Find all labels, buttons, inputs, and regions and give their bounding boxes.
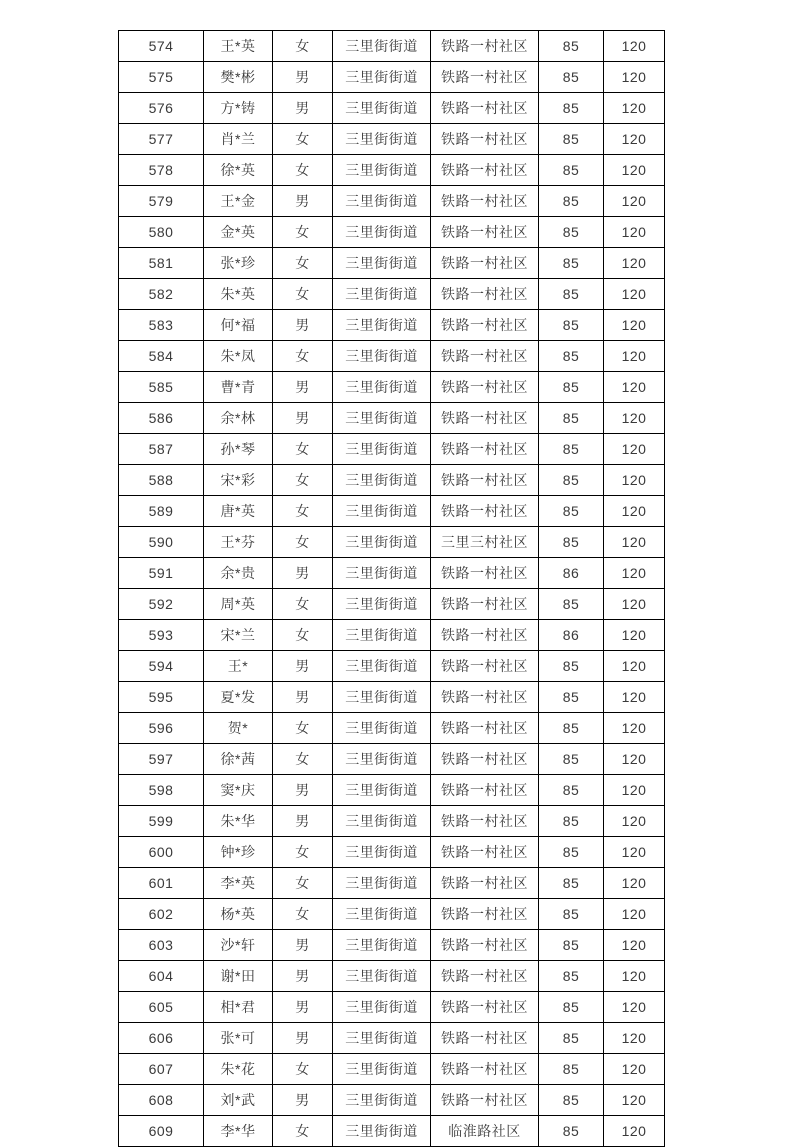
cell-street: 三里街街道 [333,682,431,713]
cell-name: 贺* [204,713,273,744]
cell-amount: 120 [604,1054,665,1085]
cell-community: 铁路一村社区 [431,155,539,186]
cell-street: 三里街街道 [333,279,431,310]
cell-serial: 585 [119,372,204,403]
cell-serial: 579 [119,186,204,217]
cell-amount: 120 [604,124,665,155]
cell-community: 铁路一村社区 [431,992,539,1023]
cell-community: 铁路一村社区 [431,682,539,713]
cell-street: 三里街街道 [333,899,431,930]
cell-street: 三里街街道 [333,713,431,744]
cell-serial: 603 [119,930,204,961]
cell-amount: 120 [604,341,665,372]
cell-street: 三里街街道 [333,744,431,775]
cell-serial: 597 [119,744,204,775]
cell-name: 徐*茜 [204,744,273,775]
cell-age: 85 [539,186,604,217]
table-row [119,1116,665,1147]
cell-name: 孙*琴 [204,434,273,465]
cell-name: 钟*珍 [204,837,273,868]
cell-community: 铁路一村社区 [431,868,539,899]
cell-age: 85 [539,496,604,527]
cell-serial: 593 [119,620,204,651]
cell-name: 夏*发 [204,682,273,713]
cell-community: 铁路一村社区 [431,248,539,279]
table-row [119,992,665,1023]
cell-street: 三里街街道 [333,124,431,155]
cell-serial: 601 [119,868,204,899]
cell-serial: 590 [119,527,204,558]
cell-gender: 女 [273,713,333,744]
cell-name: 肖*兰 [204,124,273,155]
cell-street: 三里街街道 [333,496,431,527]
cell-community: 铁路一村社区 [431,558,539,589]
cell-gender: 女 [273,279,333,310]
cell-community: 铁路一村社区 [431,403,539,434]
cell-serial: 598 [119,775,204,806]
cell-gender: 女 [273,155,333,186]
cell-gender: 女 [273,31,333,62]
cell-street: 三里街街道 [333,186,431,217]
cell-street: 三里街街道 [333,837,431,868]
cell-gender: 男 [273,930,333,961]
table-row [119,372,665,403]
cell-gender: 女 [273,217,333,248]
cell-serial: 607 [119,1054,204,1085]
cell-street: 三里街街道 [333,93,431,124]
cell-community: 铁路一村社区 [431,341,539,372]
cell-amount: 120 [604,403,665,434]
cell-age: 85 [539,248,604,279]
cell-gender: 男 [273,1085,333,1116]
cell-street: 三里街街道 [333,31,431,62]
cell-name: 李*英 [204,868,273,899]
cell-street: 三里街街道 [333,806,431,837]
cell-gender: 女 [273,341,333,372]
table-row [119,1085,665,1116]
cell-community: 铁路一村社区 [431,744,539,775]
cell-name: 张*可 [204,1023,273,1054]
cell-serial: 580 [119,217,204,248]
cell-community: 铁路一村社区 [431,93,539,124]
cell-age: 85 [539,744,604,775]
cell-community: 铁路一村社区 [431,1085,539,1116]
cell-name: 方*铸 [204,93,273,124]
cell-gender: 女 [273,837,333,868]
cell-amount: 120 [604,651,665,682]
table-row [119,279,665,310]
cell-serial: 608 [119,1085,204,1116]
table-row [119,1054,665,1085]
cell-amount: 120 [604,217,665,248]
cell-amount: 120 [604,961,665,992]
cell-serial: 578 [119,155,204,186]
table-row [119,341,665,372]
table-row [119,434,665,465]
cell-serial: 581 [119,248,204,279]
cell-amount: 120 [604,93,665,124]
cell-serial: 606 [119,1023,204,1054]
table-row [119,589,665,620]
table-row [119,155,665,186]
cell-gender: 女 [273,868,333,899]
cell-amount: 120 [604,496,665,527]
cell-street: 三里街街道 [333,372,431,403]
table-row [119,558,665,589]
cell-street: 三里街街道 [333,589,431,620]
cell-age: 86 [539,620,604,651]
cell-amount: 120 [604,589,665,620]
cell-amount: 120 [604,1023,665,1054]
table-row [119,527,665,558]
cell-street: 三里街街道 [333,217,431,248]
cell-amount: 120 [604,465,665,496]
cell-community: 铁路一村社区 [431,217,539,248]
table-row [119,775,665,806]
cell-age: 85 [539,589,604,620]
cell-gender: 女 [273,744,333,775]
cell-serial: 596 [119,713,204,744]
cell-name: 曹*青 [204,372,273,403]
table-row [119,620,665,651]
cell-serial: 575 [119,62,204,93]
cell-street: 三里街街道 [333,930,431,961]
cell-name: 谢*田 [204,961,273,992]
cell-serial: 584 [119,341,204,372]
cell-age: 85 [539,155,604,186]
cell-serial: 599 [119,806,204,837]
cell-community: 铁路一村社区 [431,279,539,310]
cell-age: 85 [539,713,604,744]
cell-age: 85 [539,434,604,465]
cell-serial: 586 [119,403,204,434]
cell-name: 朱*英 [204,279,273,310]
cell-age: 85 [539,992,604,1023]
cell-age: 85 [539,403,604,434]
cell-street: 三里街街道 [333,62,431,93]
cell-gender: 男 [273,403,333,434]
table-row [119,465,665,496]
cell-gender: 男 [273,372,333,403]
cell-age: 85 [539,806,604,837]
cell-gender: 女 [273,1116,333,1147]
cell-age: 85 [539,62,604,93]
cell-name: 金*英 [204,217,273,248]
cell-street: 三里街街道 [333,310,431,341]
cell-name: 余*林 [204,403,273,434]
cell-gender: 女 [273,496,333,527]
cell-age: 85 [539,341,604,372]
cell-gender: 男 [273,310,333,341]
cell-amount: 120 [604,713,665,744]
cell-gender: 女 [273,248,333,279]
cell-street: 三里街街道 [333,868,431,899]
cell-amount: 120 [604,1085,665,1116]
cell-community: 铁路一村社区 [431,310,539,341]
cell-gender: 男 [273,62,333,93]
cell-community: 铁路一村社区 [431,713,539,744]
cell-amount: 120 [604,682,665,713]
cell-amount: 120 [604,434,665,465]
cell-amount: 120 [604,527,665,558]
cell-name: 周*英 [204,589,273,620]
cell-amount: 120 [604,775,665,806]
table-row [119,868,665,899]
cell-amount: 120 [604,837,665,868]
table-row [119,31,665,62]
cell-age: 85 [539,1116,604,1147]
cell-amount: 120 [604,248,665,279]
cell-gender: 男 [273,775,333,806]
cell-gender: 男 [273,806,333,837]
cell-name: 何*福 [204,310,273,341]
table-row [119,806,665,837]
cell-amount: 120 [604,186,665,217]
cell-street: 三里街街道 [333,465,431,496]
cell-street: 三里街街道 [333,403,431,434]
cell-street: 三里街街道 [333,1116,431,1147]
cell-age: 86 [539,558,604,589]
cell-name: 刘*武 [204,1085,273,1116]
cell-community: 铁路一村社区 [431,1023,539,1054]
cell-gender: 女 [273,1054,333,1085]
cell-amount: 120 [604,899,665,930]
cell-serial: 591 [119,558,204,589]
cell-serial: 574 [119,31,204,62]
cell-amount: 120 [604,279,665,310]
cell-gender: 男 [273,651,333,682]
cell-age: 85 [539,868,604,899]
cell-gender: 女 [273,527,333,558]
cell-amount: 120 [604,155,665,186]
cell-community: 铁路一村社区 [431,124,539,155]
cell-name: 宋*彩 [204,465,273,496]
roster-table-body [119,31,665,1147]
table-row [119,186,665,217]
table-row [119,93,665,124]
cell-age: 85 [539,961,604,992]
beneficiary-roster-table [118,30,665,1147]
cell-amount: 120 [604,558,665,589]
table-row [119,403,665,434]
cell-community: 铁路一村社区 [431,31,539,62]
cell-age: 85 [539,682,604,713]
cell-age: 85 [539,465,604,496]
cell-name: 窦*庆 [204,775,273,806]
cell-street: 三里街街道 [333,341,431,372]
cell-name: 沙*轩 [204,930,273,961]
cell-street: 三里街街道 [333,651,431,682]
cell-name: 王*金 [204,186,273,217]
cell-name: 朱*花 [204,1054,273,1085]
cell-gender: 女 [273,465,333,496]
cell-street: 三里街街道 [333,620,431,651]
cell-amount: 120 [604,31,665,62]
cell-community: 铁路一村社区 [431,837,539,868]
cell-community: 铁路一村社区 [431,589,539,620]
cell-age: 85 [539,930,604,961]
cell-name: 朱*华 [204,806,273,837]
cell-age: 85 [539,837,604,868]
cell-name: 张*珍 [204,248,273,279]
cell-community: 铁路一村社区 [431,651,539,682]
cell-community: 铁路一村社区 [431,186,539,217]
table-row [119,62,665,93]
cell-community: 三里三村社区 [431,527,539,558]
cell-name: 唐*英 [204,496,273,527]
cell-age: 85 [539,372,604,403]
cell-street: 三里街街道 [333,1085,431,1116]
cell-gender: 女 [273,434,333,465]
cell-age: 85 [539,279,604,310]
cell-serial: 595 [119,682,204,713]
cell-street: 三里街街道 [333,155,431,186]
table-row [119,930,665,961]
cell-community: 铁路一村社区 [431,434,539,465]
table-row [119,713,665,744]
cell-gender: 男 [273,558,333,589]
cell-name: 王*芬 [204,527,273,558]
cell-name: 王*英 [204,31,273,62]
table-row [119,837,665,868]
cell-gender: 男 [273,682,333,713]
cell-serial: 587 [119,434,204,465]
cell-street: 三里街街道 [333,1054,431,1085]
cell-gender: 男 [273,186,333,217]
cell-serial: 594 [119,651,204,682]
cell-age: 85 [539,1054,604,1085]
cell-age: 85 [539,217,604,248]
cell-amount: 120 [604,1116,665,1147]
cell-serial: 582 [119,279,204,310]
cell-serial: 583 [119,310,204,341]
cell-name: 樊*彬 [204,62,273,93]
cell-gender: 男 [273,1023,333,1054]
cell-age: 85 [539,651,604,682]
cell-serial: 605 [119,992,204,1023]
table-row [119,124,665,155]
cell-amount: 120 [604,310,665,341]
cell-age: 85 [539,31,604,62]
cell-gender: 男 [273,992,333,1023]
cell-serial: 577 [119,124,204,155]
cell-community: 铁路一村社区 [431,465,539,496]
cell-serial: 592 [119,589,204,620]
cell-street: 三里街街道 [333,248,431,279]
table-row [119,1023,665,1054]
cell-gender: 女 [273,899,333,930]
cell-serial: 602 [119,899,204,930]
cell-street: 三里街街道 [333,1023,431,1054]
cell-amount: 120 [604,868,665,899]
cell-age: 85 [539,1085,604,1116]
cell-street: 三里街街道 [333,434,431,465]
cell-age: 85 [539,310,604,341]
cell-street: 三里街街道 [333,992,431,1023]
cell-age: 85 [539,124,604,155]
cell-amount: 120 [604,62,665,93]
cell-gender: 女 [273,620,333,651]
cell-name: 相*君 [204,992,273,1023]
cell-amount: 120 [604,930,665,961]
table-row [119,310,665,341]
cell-community: 铁路一村社区 [431,372,539,403]
cell-community: 铁路一村社区 [431,775,539,806]
cell-amount: 120 [604,372,665,403]
cell-community: 铁路一村社区 [431,1054,539,1085]
cell-community: 铁路一村社区 [431,620,539,651]
cell-serial: 604 [119,961,204,992]
table-row [119,248,665,279]
table-row [119,217,665,248]
cell-community: 铁路一村社区 [431,806,539,837]
cell-community: 铁路一村社区 [431,496,539,527]
cell-amount: 120 [604,620,665,651]
cell-age: 85 [539,899,604,930]
cell-gender: 女 [273,124,333,155]
cell-serial: 588 [119,465,204,496]
table-row [119,744,665,775]
cell-community: 临淮路社区 [431,1116,539,1147]
cell-street: 三里街街道 [333,558,431,589]
cell-age: 85 [539,527,604,558]
cell-serial: 589 [119,496,204,527]
cell-serial: 576 [119,93,204,124]
cell-age: 85 [539,775,604,806]
table-row [119,899,665,930]
cell-community: 铁路一村社区 [431,62,539,93]
cell-gender: 女 [273,589,333,620]
cell-age: 85 [539,93,604,124]
cell-name: 王* [204,651,273,682]
cell-name: 宋*兰 [204,620,273,651]
table-row [119,961,665,992]
cell-street: 三里街街道 [333,961,431,992]
cell-serial: 600 [119,837,204,868]
cell-community: 铁路一村社区 [431,899,539,930]
cell-name: 李*华 [204,1116,273,1147]
table-row [119,682,665,713]
cell-gender: 男 [273,961,333,992]
cell-name: 徐*英 [204,155,273,186]
table-row [119,651,665,682]
cell-age: 85 [539,1023,604,1054]
cell-street: 三里街街道 [333,527,431,558]
cell-gender: 男 [273,93,333,124]
cell-community: 铁路一村社区 [431,961,539,992]
cell-community: 铁路一村社区 [431,930,539,961]
cell-name: 余*贵 [204,558,273,589]
cell-street: 三里街街道 [333,775,431,806]
cell-amount: 120 [604,744,665,775]
cell-name: 朱*凤 [204,341,273,372]
cell-serial: 609 [119,1116,204,1147]
cell-amount: 120 [604,992,665,1023]
table-row [119,496,665,527]
cell-name: 杨*英 [204,899,273,930]
cell-amount: 120 [604,806,665,837]
